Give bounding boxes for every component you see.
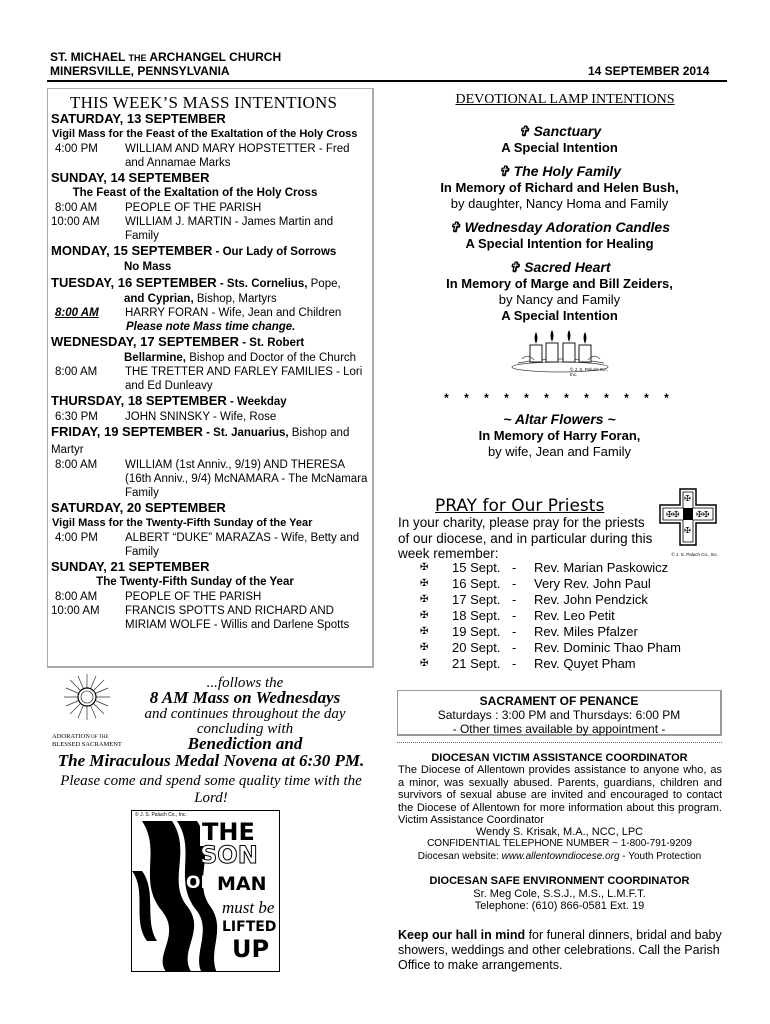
hall-notice: Keep our hall in mind for funeral dinners, bridal and baby showers, weddings and other celebrations. Call the Parish Office to make arrangements. [398,928,722,972]
day-heading: WEDNESDAY, 17 SEPTEMBER - St. Robert [51,334,305,349]
altar-flowers-heading: ~ Altar Flowers ~ [503,411,616,427]
list-item: ✠ 15 Sept. - Rev. Marian Paskowicz [420,560,669,575]
mass-row: 8:00 AM PEOPLE OF THE PARISH [55,591,262,603]
victim-body: The Diocese of Allentown provides assistance to anyone who, as a minor, was sexually abused. Parents, guardians, children and survivors of sexual abuse are invited and encouraged to contact the Diocese of Allentown for more information about this program. Victim Assistance Coordinator [398,764,722,826]
candles-image [508,325,613,375]
victim-website: Diocesan website: www.allentowndiocese.org - Youth Protection [417,851,702,862]
cross-bullet-icon: ✠ [420,658,429,669]
adoration-logo-text: ADORATION OF THE BLESSED SACRAMENT [52,733,122,748]
cross-bullet-icon: ✠ [420,642,429,653]
day-heading: SATURDAY, 20 SEPTEMBER [51,500,226,515]
mass-schedule [51,111,369,632]
day-heading: SATURDAY, 13 SEPTEMBER [51,111,226,126]
safe-title: DIOCESAN SAFE ENVIRONMENT COORDINATOR [429,875,690,887]
adoration-line-2: and continues throughout the day [144,706,346,722]
list-item: ✠ 21 Sept. - Rev. Quyet Pham [420,656,636,671]
devotional-title: DEVOTIONAL LAMP INTENTIONS [455,92,675,107]
church-location: MINERSVILLE, PENNSYLVANIA [50,64,230,78]
cross-icon: ✞ [498,163,510,179]
lamp-heading: ✞ Sanctuary [517,123,602,139]
mass-row: 8:00 AM PEOPLE OF THE PARISH [55,202,262,214]
monstrance-icon [52,672,122,734]
svg-text:✠: ✠ [684,526,691,535]
day-heading: FRIDAY, 19 SEPTEMBER - St. Januarius, Bishop and Martyr [51,424,350,456]
saint-line: Bellarmine, Bishop and Doctor of the Church [124,352,357,364]
cross-icon: ✞ [508,259,521,275]
cross-copyright: © J. S. Paluch Co., Inc. [671,552,718,557]
no-mass-note: No Mass [124,261,172,273]
safe-name: Sr. Meg Cole, S.S.J., M.S., L.M.F.T. [473,888,646,900]
header-rule [47,80,727,82]
star-divider: * * * * * * * * * * * * [444,391,675,405]
son-word-of: OF [186,873,213,893]
penance-box [397,690,722,736]
lamp-heading: ✞ Wednesday Adoration Candles [449,219,670,235]
victim-phone: CONFIDENTIAL TELEPHONE NUMBER ~ 1-800-791-9209 [427,838,692,849]
mass-row: 6:30 PM JOHN SNINSKY - Wife, Rose [55,411,277,423]
altar-flowers [397,410,722,460]
mass-row: 8:00 AM HARRY FORAN - Wife, Jean and Children [55,307,342,319]
adoration-logo [52,672,122,748]
altar-flowers-intention: In Memory of Harry Foran, [478,428,641,443]
divider [397,742,722,743]
saint-line: and Cyprian, Bishop, Martyrs [124,293,277,305]
adoration-follows: ...follows the [206,675,284,691]
safe-phone: Telephone: (610) 866-0581 Ext. 19 [474,900,645,912]
svg-text:✠: ✠ [684,494,691,503]
son-word-the: THE [202,818,255,846]
celtic-cross-icon [658,487,718,547]
mass-row: 10:00 AM FRANCIS SPOTTS AND RICHARD AND MIRIAM WOLFE - Willis and Darlene Spotts [51,605,350,631]
image-copyright: © J. S. Paluch Co., Inc. [135,812,187,818]
adoration-line-6: Please come and spend some quality time with the Lord! [60,773,362,806]
list-item: ✠ 19 Sept. - Rev. Miles Pfalzer [420,624,638,639]
son-word-son: SON [200,841,258,869]
day-subheading: Vigil Mass for the Feast of the Exaltation of the Holy Cross [52,128,358,140]
cross-bullet-icon: ✠ [420,578,429,589]
lamp-heading: ✞ The Holy Family [498,163,621,179]
lamp-intention: In Memory of Richard and Helen Bush, [440,180,679,195]
pray-priests-text: In your charity, please pray for the priests of our diocese, and in particular during this week remember: [398,515,653,561]
svg-text:✠✠: ✠✠ [666,510,680,519]
lamp-heading: ✞ Sacred Heart [508,259,611,275]
day-heading: SUNDAY, 21 SEPTEMBER [51,559,210,574]
priests-list [420,560,681,672]
mass-row: 4:00 PM ALBERT “DUKE” MARAZAS - Wife, Betty and Family [55,532,360,558]
svg-text:✠✠: ✠✠ [696,510,710,519]
penance-title: SACRAMENT OF PENANCE [479,694,639,708]
adoration-line-3: concluding with [196,721,294,737]
list-item: ✠ 16 Sept. - Very Rev. John Paul [420,576,651,591]
altar-flowers-donor: by wife, Jean and Family [487,444,632,459]
day-heading: SUNDAY, 14 SEPTEMBER [51,170,210,185]
cross-bullet-icon: ✠ [420,626,429,637]
list-item: ✠ 18 Sept. - Rev. Leo Petit [420,608,615,623]
priests-cross-image [658,487,718,555]
son-word-man: MAN [217,873,267,895]
time-change-note: Please note Mass time change. [126,321,296,333]
mass-row: 8:00 AM WILLIAM (1st Anniv., 9/19) AND THERESA (16th Anniv., 9/4) McNAMARA - The McNamara Family [55,459,368,499]
son-word-lifted: LIFTED [222,919,277,935]
pray-priests-title: PRAY for Our Priests [435,496,605,516]
cross-bullet-icon: ✠ [420,594,429,605]
adoration-line-5: The Miraculous Medal Novena at 6:30 PM. [57,751,365,770]
day-subheading: Vigil Mass for the Twenty-Fifth Sunday of the Year [52,517,313,529]
cross-bullet-icon: ✠ [420,610,429,621]
penance-other: - Other times available by appointment - [452,722,666,736]
adoration-line-1: 8 AM Mass on Wednesdays [149,688,341,707]
son-of-man-image [131,810,280,972]
day-subheading: The Twenty-Fifth Sunday of the Year [96,576,294,588]
penance-times: Saturdays : 3:00 PM and Thursdays: 6:00 PM [437,708,681,722]
mass-row: 10:00 AM WILLIAM J. MARTIN - James Martin and Family [51,216,334,242]
devotional-list [397,122,722,324]
cross-icon: ✞ [449,219,461,235]
candles-copyright: © J. S. Paluch Co., Inc. [570,367,609,377]
list-item: ✠ 17 Sept. - Rev. John Pendzick [420,592,648,607]
mass-intentions-title: THIS WEEK’S MASS INTENTIONS [70,93,338,112]
victim-name: Wendy S. Krisak, M.A., NCC, LPC [475,826,644,838]
lamp-intention: A Special Intention [501,140,618,155]
adoration-line-4: Benediction and [187,734,303,753]
day-heading: THURSDAY, 18 SEPTEMBER - Weekday [51,393,287,408]
mass-row: 4:00 PM WILLIAM AND MARY HOPSTETTER - Fred and Annamae Marks [55,143,350,169]
cross-icon: ✞ [517,123,530,139]
cross-bullet-icon: ✠ [420,562,429,573]
day-heading: TUESDAY, 16 SEPTEMBER - Sts. Cornelius, Pope, [51,275,341,290]
victim-title: DIOCESAN VICTIM ASSISTANCE COORDINATOR [431,752,688,764]
list-item: ✠ 20 Sept. - Rev. Dominic Thao Pham [420,640,681,655]
son-word-up: UP [232,935,270,963]
lamp-donor: by Nancy and Family [498,292,621,307]
mass-row: 8:00 AM THE TRETTER AND FARLEY FAMILIES - Lori and Ed Dunleavy [55,366,363,392]
bulletin-date: 14 SEPTEMBER 2014 [588,64,710,78]
lamp-intention: In Memory of Marge and Bill Zeiders, [446,276,673,291]
day-heading: MONDAY, 15 SEPTEMBER - Our Lady of Sorrows [51,243,337,258]
day-subheading: The Feast of the Exaltation of the Holy Cross [72,187,318,199]
church-name: ST. MICHAEL THE ARCHANGEL CHURCH [50,50,282,64]
website-link[interactable]: www.allentowndiocese.org [501,851,620,862]
lamp-donor: by daughter, Nancy Homa and Family [450,196,669,211]
son-word-must-be: must be [222,898,275,917]
lamp-intention: A Special Intention [501,308,618,323]
lamp-intention: A Special Intention for Healing [465,236,654,251]
